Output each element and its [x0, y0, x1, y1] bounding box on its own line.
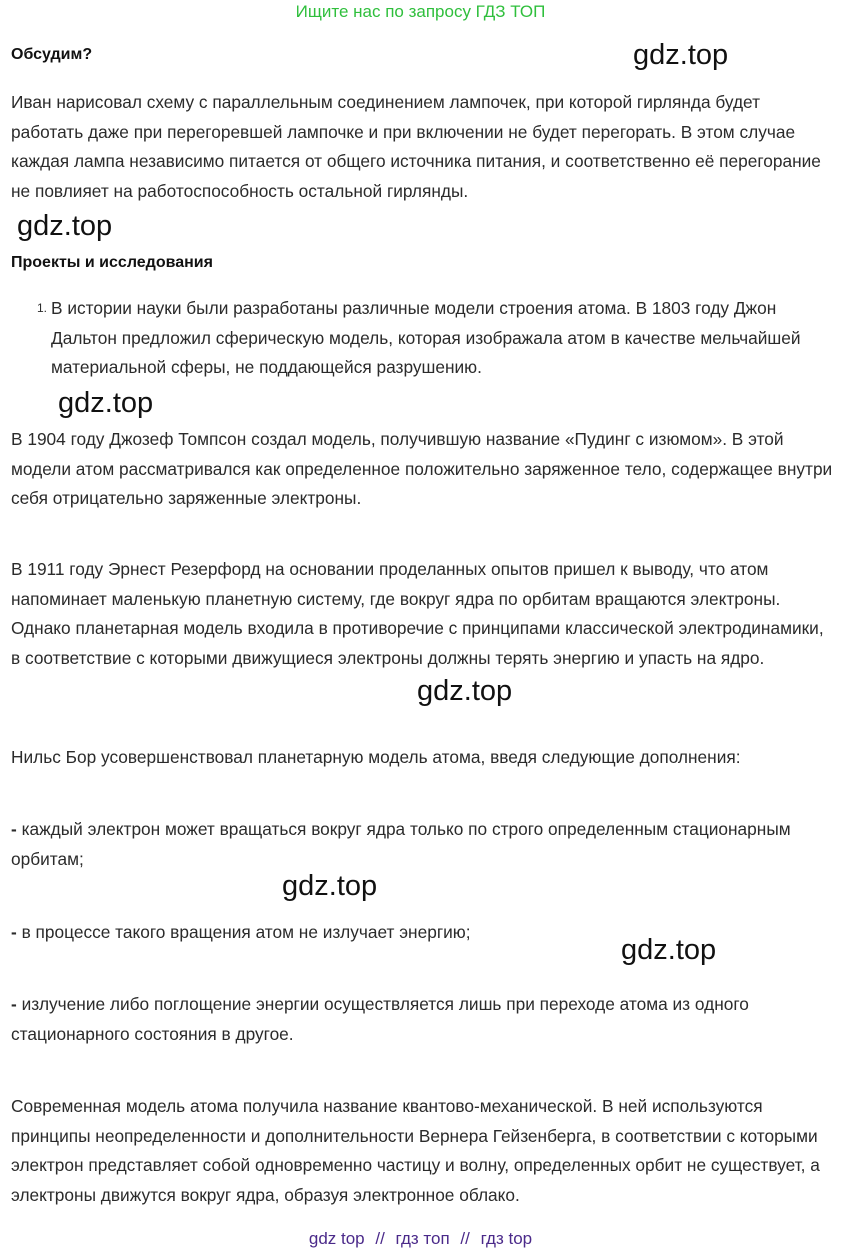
footer-separator: //: [375, 1229, 385, 1248]
watermark: gdz.top: [621, 934, 717, 966]
paragraph-discuss: Иван нарисовал схему с параллельным соединением лампочек, при которой гирлянда будет работать даже при перегоревшей лампочке и при включении не будет перегорать. В этом случае каждая лампа независимо питается от общего источника питания, и соответственно её перегорание не повлияет на работоспособность остальной гирлянды.: [11, 92, 821, 201]
bohr-point-3-text: излучение либо поглощение энергии осуществляется лишь при переходе атома из одного стационарного состояния в другое.: [11, 994, 749, 1044]
ordered-list: [11, 294, 836, 384]
dash-marker: -: [11, 994, 17, 1014]
footer-links: [0, 1228, 841, 1250]
footer-link-gdz-top-mixed[interactable]: гдз top: [480, 1229, 533, 1248]
paragraph-rutherford: В 1911 году Эрнест Резерфорд на основании проделанных опытов пришел к выводу, что атом напоминает маленькую планетную систему, где вокруг ядра по орбитам вращаются электроны. Однако планетарная модель входила в противоречие с принципами классической электродинамики, в соответствие с которыми движущиеся электроны должны терять энергию и упасть на ядро.: [11, 559, 824, 668]
bohr-point-1-text: каждый электрон может вращаться вокруг ядра только по строго определенным стационарным орбитам;: [11, 819, 791, 869]
paragraph-modern: Современная модель атома получила название квантово-механической. В ней используются принципы неопределенности и дополнительности Вернера Гейзенберга, в соответствии с которыми электрон представляет собой одновременно частицу и волну, определенных орбит не существует, а электроны движутся вокруг ядра, образуя электронное облако.: [11, 1096, 820, 1205]
footer-link-gdz-top[interactable]: gdz top: [308, 1229, 365, 1248]
dash-marker: -: [11, 819, 17, 839]
watermark: gdz.top: [417, 675, 513, 707]
footer-link-gdz-top-ru[interactable]: гдз топ: [395, 1229, 450, 1248]
list-item: В истории науки были разработаны различные модели строения атома. В 1803 году Джон Дальтон предложил сферическую модель, которая изображала атом в качестве мельчайшей материальной сферы, не поддающейся разрушению.: [51, 298, 801, 377]
watermark: gdz.top: [282, 870, 378, 902]
paragraph-bohr-point-1: [11, 815, 836, 874]
watermark: gdz.top: [633, 39, 729, 71]
bohr-point-2-text: в процессе такого вращения атом не излучает энергию;: [16, 922, 471, 942]
section-heading-discuss: Обсудим?: [11, 46, 93, 63]
watermark: gdz.top: [58, 387, 154, 419]
paragraph-bohr-intro: Нильс Бор усовершенствовал планетарную модель атома, введя следующие дополнения:: [11, 747, 741, 767]
footer-separator: //: [460, 1229, 470, 1248]
dash-marker: -: [11, 922, 17, 942]
list-item-number: 1.: [37, 301, 48, 315]
watermark: gdz.top: [17, 210, 113, 242]
section-heading-projects: Проекты и исследования: [11, 254, 213, 271]
search-banner[interactable]: Ищите нас по запросу ГДЗ ТОП: [295, 2, 546, 21]
paragraph-thomson: В 1904 году Джозеф Томпсон создал модель, получившую название «Пудинг с изюмом». В этой модели атом рассматривался как определенное положительно заряженное тело, содержащее внутри себя отрицательно заряженные электроны.: [11, 429, 833, 508]
paragraph-bohr-point-3: [11, 990, 836, 1049]
